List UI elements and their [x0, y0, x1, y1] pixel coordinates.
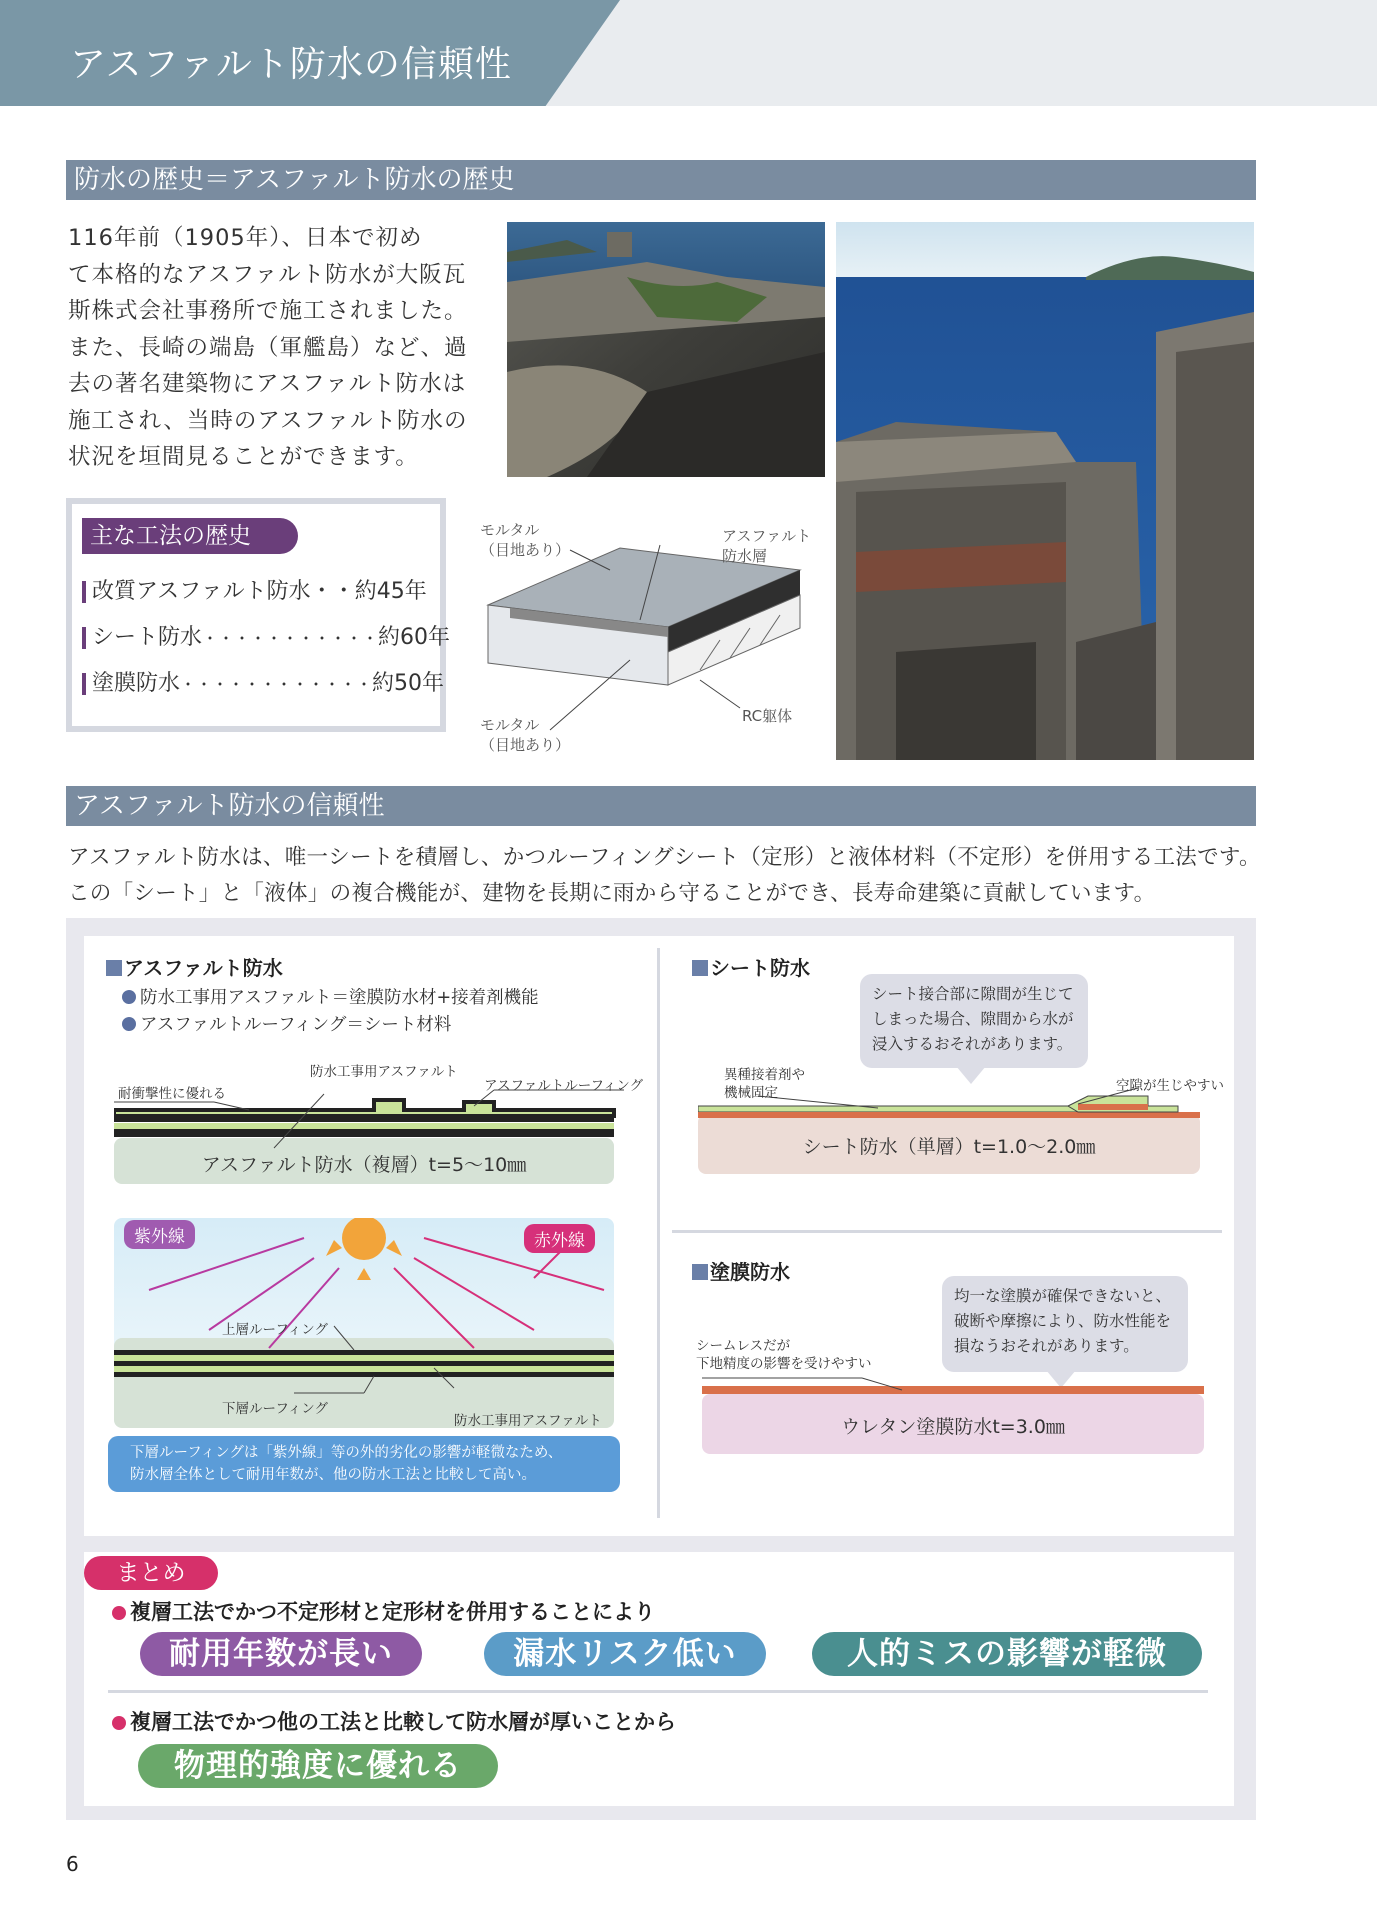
- uv-label: 紫外線: [124, 1220, 195, 1249]
- asphalt-caption: アスファルト防水（複層）t=5〜10㎜: [201, 1154, 527, 1176]
- sheet-caption: シート防水（単層）t=1.0〜2.0㎜: [802, 1136, 1096, 1158]
- summary-point-2: 複層工法でかつ他の工法と比較して防水層が厚いことから: [112, 1706, 676, 1736]
- summary-title: まとめ: [84, 1556, 218, 1590]
- coating-bubble: 均一な塗膜が確保できないと、 破断や摩擦により、防水性能を 損なうおそれがあります。: [942, 1276, 1188, 1372]
- label-waterproof-asphalt: 防水工事用アスファルト: [310, 1064, 458, 1080]
- bullet-dot-icon: [112, 1606, 126, 1620]
- row-marker: [82, 581, 86, 603]
- sheet-bubble: シート接合部に隙間が生じて しまった場合、隙間から水が 浸入するおそれがあります。: [860, 974, 1088, 1068]
- pill-long-durability: 耐用年数が長い: [140, 1632, 422, 1676]
- coating-caption: ウレタン塗膜防水t=3.0㎜: [841, 1416, 1065, 1438]
- section-title-history: 防水の歴史＝アスファルト防水の歴史: [66, 160, 1256, 200]
- pill-physical-strength: 物理的強度に優れる: [138, 1744, 498, 1788]
- rooftop-photo: [507, 222, 825, 477]
- label-impact-resistance: 耐衝撃性に優れる: [118, 1086, 226, 1102]
- history-title: 主な工法の歴史: [82, 518, 298, 554]
- label-seamless: シームレスだが 下地精度の影響を受けやすい: [696, 1338, 872, 1372]
- page-title: アスファルト防水の信頼性: [70, 44, 512, 85]
- page-number: 6: [66, 1852, 79, 1876]
- reliability-text-line: アスファルト防水は、唯一シートを積層し、かつルーフィングシート（定形）と液体材料（不定形）を併用する工法です。: [68, 845, 1261, 870]
- label-adhesive: 異種接着剤や 機械固定: [724, 1067, 805, 1101]
- bullet-dot-icon: [112, 1716, 126, 1730]
- asphalt-bullet: アスファルトルーフィング＝シート材料: [122, 1011, 451, 1036]
- summary-point-1: 複層工法でかつ不定形材と定形材を併用することにより: [112, 1596, 655, 1626]
- asphalt-layer-diagram: [114, 1058, 644, 1198]
- label-mortar-top: モルタル （目地あり）: [480, 521, 571, 559]
- heading-square-icon: [692, 960, 708, 976]
- row-marker: [82, 627, 86, 649]
- heading-square-icon: [106, 960, 122, 976]
- label-asphalt-roofing: アスファルトルーフィング: [484, 1078, 644, 1094]
- history-row: 塗膜防水・・・・・・・・・・・・約50年: [82, 666, 432, 697]
- label-lower-roofing: 下層ルーフィング: [222, 1401, 328, 1417]
- history-row: 改質アスファルト防水・・約45年: [82, 574, 432, 605]
- infrared-label: 赤外線: [524, 1224, 595, 1253]
- pill-human-error: 人的ミスの影響が軽微: [812, 1632, 1202, 1676]
- label-upper-roofing: 上層ルーフィング: [222, 1322, 328, 1338]
- asphalt-heading: アスファルト防水: [106, 952, 283, 981]
- heading-square-icon: [692, 1264, 708, 1280]
- row-marker: [82, 673, 86, 695]
- sheet-layer-diagram: [698, 1068, 1228, 1208]
- history-box: [66, 498, 451, 732]
- coating-layer-diagram: [696, 1338, 1222, 1458]
- label-rc: RC躯体: [742, 707, 793, 725]
- section-title-reliability: アスファルト防水の信頼性: [66, 786, 1256, 826]
- asphalt-bullet: 防水工事用アスファルト＝塗膜防水材+接着剤機能: [122, 984, 539, 1009]
- reliability-text-line: この「シート」と「液体」の複合機能が、建物を長期に雨から守ることができ、長寿命建築に貢献しています。: [68, 881, 1156, 906]
- label-asphalt-layer: アスファルト 防水層: [722, 527, 812, 565]
- uv-note: 下層ルーフィングは「紫外線」等の外的劣化の影響が軽微なため、 防水層全体として耐用年数が、他の防水工法と比較して高い。: [108, 1436, 620, 1492]
- divider-vertical: [657, 948, 660, 1518]
- uv-diagram: [114, 1218, 634, 1508]
- pill-low-leak-risk: 漏水リスク低い: [484, 1632, 766, 1676]
- label-waterproof-asphalt: 防水工事用アスファルト: [454, 1413, 602, 1429]
- bullet-dot-icon: [122, 1017, 136, 1031]
- gunkanjima-photo: [836, 222, 1254, 760]
- sheet-heading: シート防水: [692, 952, 810, 981]
- divider-horizontal: [672, 1230, 1222, 1233]
- history-intro-text: 116年前（1905年）、日本で初め て本格的なアスファルト防水が大阪瓦 斯株式会社事務所で施工されました。 また、長崎の端島（軍艦島）など、過 去の著名建築物にアスファルト防水は 施工され、当時のアスファルト防水の 状況を垣間見ることができます。: [68, 225, 468, 470]
- bullet-dot-icon: [122, 990, 136, 1004]
- comparison-panel: [66, 918, 1256, 1820]
- label-mortar-bottom: モルタル （目地あり）: [480, 716, 571, 754]
- history-row: シート防水・・・・・・・・・・・約60年: [82, 620, 432, 651]
- layer-diagram: [470, 510, 830, 760]
- coating-heading: 塗膜防水: [692, 1256, 790, 1285]
- label-gap: 空隙が生じやすい: [1116, 1078, 1224, 1094]
- summary-divider: [108, 1690, 1208, 1693]
